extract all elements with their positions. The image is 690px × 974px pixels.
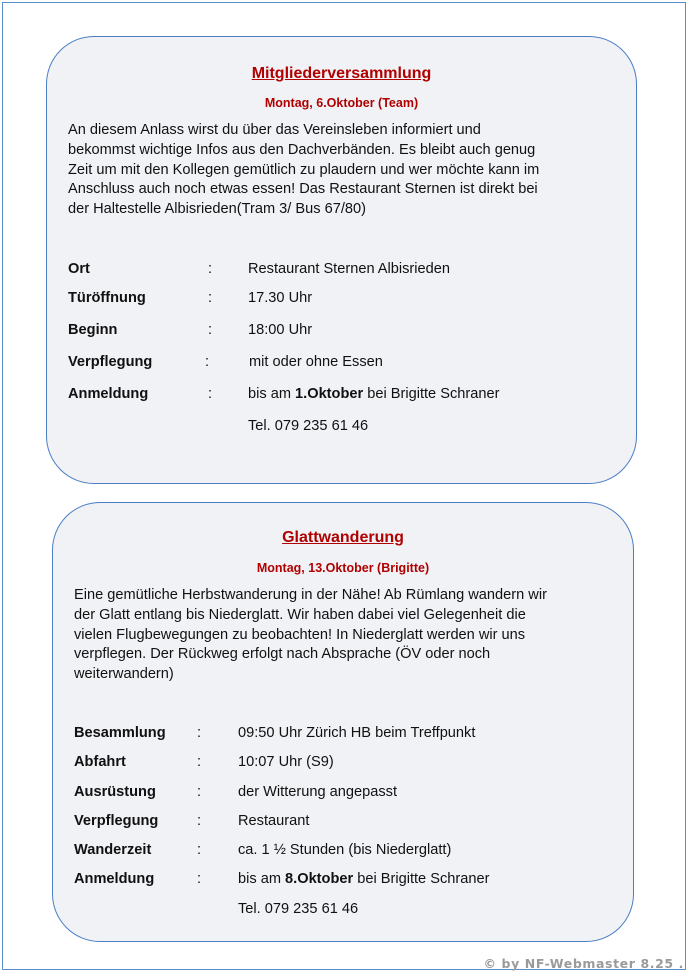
detail-label: Anmeldung <box>68 386 149 402</box>
detail-label: Wanderzeit <box>74 842 152 858</box>
detail-label: Verpflegung <box>74 813 159 829</box>
detail-label: Abfahrt <box>74 754 126 770</box>
detail-value: 10:07 Uhr (S9) <box>238 754 334 770</box>
detail-separator: : <box>197 754 202 770</box>
description-line: verpflegen. Der Rückweg erfolgt nach Absprache (ÖV oder noch <box>74 646 491 663</box>
detail-label: Besammlung <box>74 725 166 741</box>
description-line: bekommst wichtige Infos aus den Dachverbänden. Es bleibt auch genug <box>68 141 536 158</box>
detail-separator: : <box>208 261 213 277</box>
detail-separator: : <box>197 784 202 800</box>
description-line: Zeit um mit den Kollegen gemütlich zu plaudern und wer möchte kann im <box>68 161 540 178</box>
detail-row-phone <box>74 901 629 921</box>
description-line: vielen Flugbewegungen zu beobachten! In Niederglatt werden wir uns <box>74 626 526 643</box>
anmeldung-deadline: 1.Oktober <box>295 386 364 402</box>
detail-value: 09:50 Uhr Zürich HB beim Treffpunkt <box>238 725 476 741</box>
detail-row-verpflegung <box>74 813 629 833</box>
anmeldung-deadline: 8.Oktober <box>285 871 354 887</box>
event-title: Glattwanderung <box>282 529 404 546</box>
detail-label: Ausrüstung <box>74 784 156 800</box>
event-title: Mitgliederversammlung <box>251 65 432 82</box>
contact-phone: Tel. 079 235 61 46 <box>238 901 359 917</box>
detail-separator: : <box>208 322 213 338</box>
detail-value: der Witterung angepasst <box>238 784 397 800</box>
detail-label: Beginn <box>68 322 118 338</box>
detail-separator: : <box>205 354 210 370</box>
anmeldung-prefix: bis am <box>248 386 296 402</box>
detail-separator: : <box>197 725 202 741</box>
detail-row-ausruestung <box>74 784 629 804</box>
description-line: An diesem Anlass wirst du über das Vereinsleben informiert und <box>68 122 481 138</box>
detail-separator: : <box>197 871 202 887</box>
detail-separator: : <box>208 386 213 402</box>
description-line: der Haltestelle Albisrieden(Tram 3/ Bus 67/80) <box>68 201 366 218</box>
detail-row-ort <box>68 261 628 281</box>
event-card-glattwanderung <box>52 502 634 942</box>
description-line: Anschluss auch noch etwas essen! Das Restaurant Sternen ist direkt bei <box>68 181 538 198</box>
description-line: Eine gemütliche Herbstwanderung in der Nähe! Ab Rümlang wandern wir <box>74 587 547 603</box>
event-card-mitgliederversammlung <box>46 36 637 484</box>
detail-separator: : <box>197 813 202 829</box>
detail-row-abfahrt <box>74 754 629 774</box>
detail-value: Restaurant Sternen Albisrieden <box>248 261 451 277</box>
detail-value <box>248 386 499 402</box>
detail-row-wanderzeit <box>74 842 629 862</box>
detail-value: ca. 1 ½ Stunden (bis Niederglatt) <box>238 842 452 858</box>
anmeldung-contact: bei Brigitte Schraner <box>353 871 490 887</box>
detail-row-beginn <box>68 322 628 342</box>
description-line: der Glatt entlang bis Niederglatt. Wir haben dabei viel Gelegenheit die <box>74 606 526 623</box>
event-description <box>74 586 547 685</box>
event-subtitle: Montag, 13.Oktober (Brigitte) <box>256 561 430 575</box>
detail-row-tueroeffnung <box>68 290 628 310</box>
detail-separator: : <box>208 290 213 306</box>
copyright-notice: © by NF-Webmaster 8.25 . <box>483 956 684 971</box>
detail-label: Verpflegung <box>68 354 153 370</box>
event-description <box>68 121 539 220</box>
detail-value: 18:00 Uhr <box>248 322 313 338</box>
detail-row-verpflegung <box>68 354 628 374</box>
anmeldung-prefix: bis am <box>238 871 286 887</box>
detail-row-phone <box>68 418 628 438</box>
detail-row-anmeldung <box>68 386 628 406</box>
detail-label: Ort <box>68 261 90 277</box>
detail-value: mit oder ohne Essen <box>249 354 383 370</box>
contact-phone: Tel. 079 235 61 46 <box>248 418 369 434</box>
detail-value <box>238 871 489 887</box>
detail-separator: : <box>197 842 202 858</box>
detail-label: Anmeldung <box>74 871 155 887</box>
detail-row-besammlung <box>74 725 629 745</box>
detail-value: Restaurant <box>238 813 310 829</box>
detail-row-anmeldung <box>74 871 629 891</box>
description-line: weiterwandern) <box>74 666 174 683</box>
anmeldung-contact: bei Brigitte Schraner <box>363 386 500 402</box>
event-subtitle: Montag, 6.Oktober (Team) <box>264 96 419 110</box>
detail-value: 17.30 Uhr <box>248 290 313 306</box>
detail-label: Türöffnung <box>68 290 146 306</box>
